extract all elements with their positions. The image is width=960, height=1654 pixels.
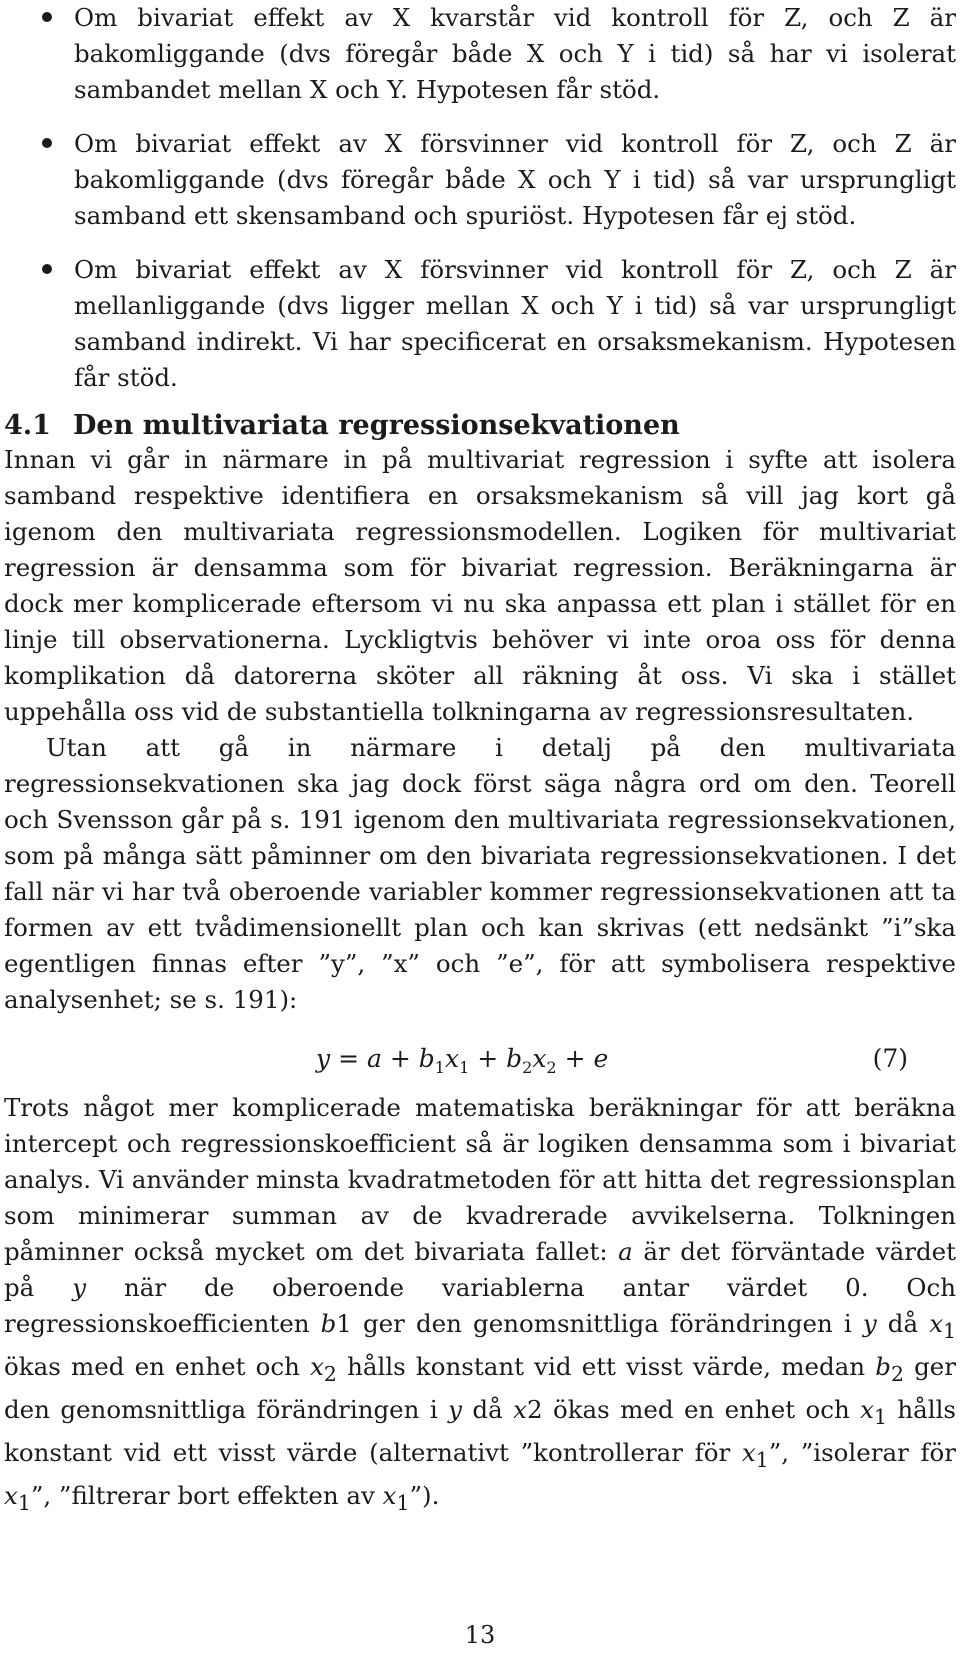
- section-title: Den multivariata regressionsekvationen: [72, 410, 680, 441]
- page-number: 13: [464, 1621, 496, 1649]
- list-item: [4, 0, 956, 108]
- section-number: 4.1: [4, 410, 51, 441]
- paragraph: Utan att gå in närmare i detalj på den multivariata regressionsekvationen ska jag dock först säga några ord om den. Teorell och Svensson går på s. 191 igenom den multivariata regressionsekvationen, som på många sätt påminner om den bivariata regressionsekvationen. I det fall när vi har två oberoende variabler kommer regressionsekvationen att ta formen av ett tvådimensionellt plan och kan skrivas (ett nedsänkt ”i”ska egentligen finnas efter ”y”, ”x” och ”e”, för att symbolisera respektive analysenhet; se s. 191):: [4, 733, 956, 1014]
- body-text-after-equation: [4, 1090, 956, 1520]
- paragraph: Innan vi går in närmare in på multivariat regression i syfte att isolera samband respektive identifiera en orsaksmekanism så vill jag kort gå igenom den multivariata regressionsmodellen. Logiken för multivariat regression är densamma som för bivariat regression. Beräkningarna är dock mer komplicerade eftersom vi nu ska anpassa ett plan i stället för en linje till observationerna. Lyckligtvis behöver vi inte oroa oss för denna komplikation då datorerna sköter all räkning åt oss. Vi ska i stället uppehålla oss vid de substantiella tolkningarna av regressionsresultaten.: [4, 445, 956, 726]
- equation-number: (7): [872, 1044, 908, 1073]
- bullet-icon: [42, 12, 52, 22]
- bullet-list: [4, 0, 956, 396]
- bullet-text: Om bivariat effekt av X kvarstår vid kontroll för Z, och Z är bakomliggande (dvs föregår både X och Y i tid) så har vi isolerat sambandet mellan X och Y. Hypotesen får stöd.: [74, 3, 956, 104]
- bullet-icon: [42, 264, 52, 274]
- equation: [0, 1039, 960, 1079]
- bullet-text: Om bivariat effekt av X försvinner vid kontroll för Z, och Z är bakomliggande (dvs föregår både X och Y i tid) så var ursprungligt samband ett skensamband och spuriöst. Hypotesen får ej stöd.: [74, 129, 956, 230]
- paragraph: Trots något mer komplicerade matematiska beräkningar för att beräkna intercept och regressionskoefficient så är logiken densamma som i bivariat analys. Vi använder minsta kvadratmetoden för att hitta det regressionsplan som minimerar summan av de kvadrerade avvikelserna. Tolkningen påminner också mycket om det bivariata fallet: a är det förväntade värdet på y när de oberoende variablerna antar värdet 0. Och regressionskoefficienten b1 ger den genomsnittliga förändringen i y då $x_1$ ökas med en enhet och $x_2$ hålls konstant vid ett visst värde, medan $b_2$ ger den genomsnittliga förändringen i y då x2 ökas med en enhet och $x_1$ hålls konstant vid ett visst värde (alternativt ”kontrollerar för $x_1$”, ”isolerar för $x_1$”, ”filtrerar bort effekten av $x_1$”).: [4, 1093, 957, 1515]
- list-item: [4, 126, 956, 234]
- bullet-list-container: [4, 0, 956, 414]
- equation-formula: $y = a + b_1x_1 + b_2x_2 + e$: [316, 1044, 609, 1077]
- body-text: [4, 442, 956, 1018]
- section-heading: [4, 408, 680, 444]
- bullet-icon: [42, 138, 52, 148]
- bullet-text: Om bivariat effekt av X försvinner vid kontroll för Z, och Z är mellanliggande (dvs ligger mellan X och Y i tid) så var ursprungligt samband indirekt. Vi har specificerat en orsaksmekanism. Hypotesen får stöd.: [74, 255, 956, 392]
- list-item: [4, 252, 956, 396]
